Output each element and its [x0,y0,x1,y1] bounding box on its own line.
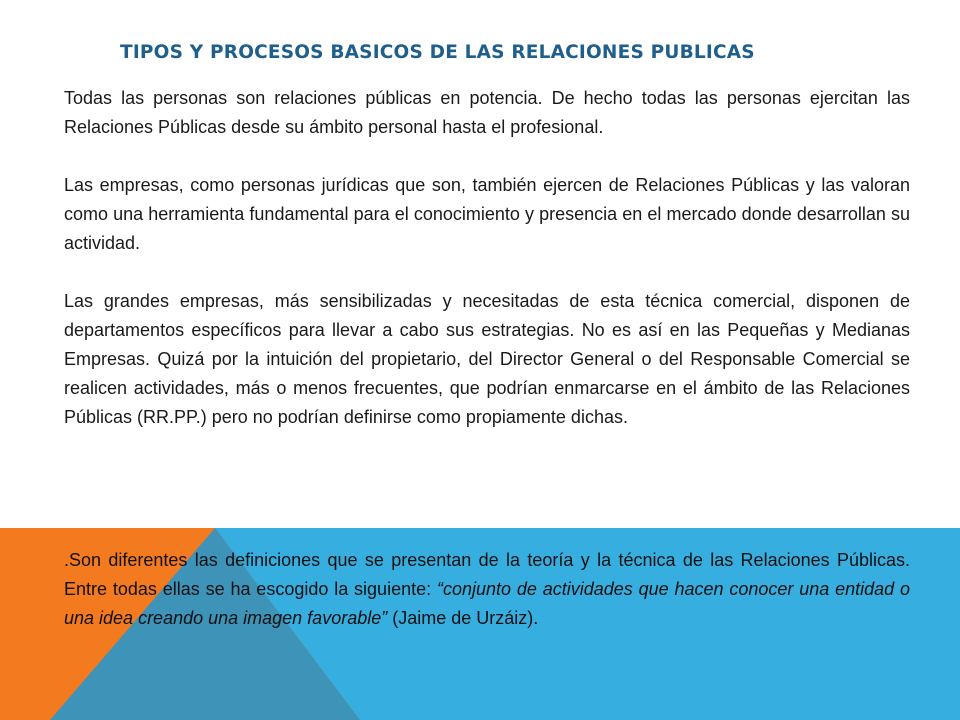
slide-title: TIPOS Y PROCESOS BASICOS DE LAS RELACIONES PUBLICAS [120,42,755,63]
body-text [64,84,910,432]
definition-block [64,546,910,633]
definition-quote: “conjunto de actividades que hacen conocer una entidad o una idea creando una imagen favorable” [64,579,911,628]
paragraph-1: Todas las personas son relaciones públicas en potencia. De hecho todas las personas ejercitan las Relaciones Públicas desde su ámbito personal hasta el profesional. [64,88,910,137]
definition-paragraph [64,546,910,633]
paragraph-3: Las grandes empresas, más sensibilizadas y necesitadas de esta técnica comercial, disponen de departamentos específicos para llevar a cabo sus estrategias. No es así en las Pequeñas y Medianas Empresas. Quizá por la intuición del propietario, del Director General o del Responsable Comercial se realicen actividades, más o menos frecuentes, que podrían enmarcarse en el ámbito de las Relaciones Públicas (RR.PP.) pero no podrían definirse como propiamente dichas. [64,291,910,427]
paragraph-2: Las empresas, como personas jurídicas que son, también ejercen de Relaciones Públicas y las valoran como una herramienta fundamental para el conocimiento y presencia en el mercado donde desarrollan su actividad. [64,175,910,253]
definition-source: (Jaime de Urzáiz). [387,608,539,628]
definition-intro: .Son diferentes las definiciones que se presentan de la teoría y la técnica de las Relaciones Públicas. Entre todas ellas se ha escogido la siguiente: [64,550,910,599]
